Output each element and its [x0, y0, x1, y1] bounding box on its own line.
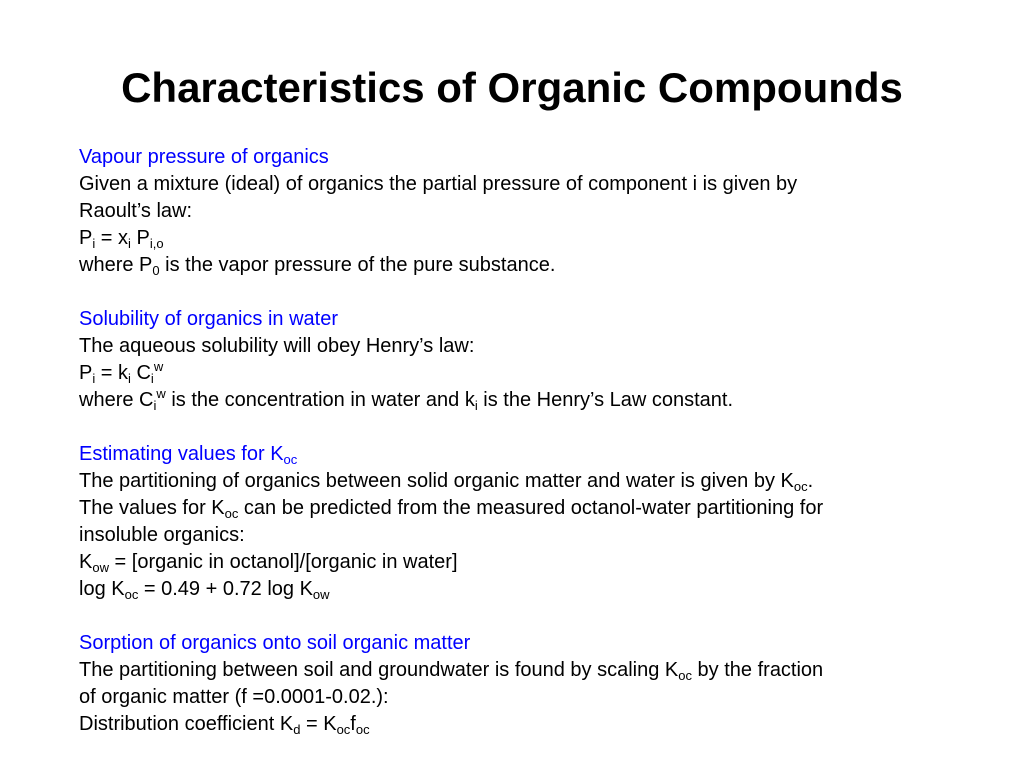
henry-equation: $P_i = k_i$ $C_i^w$ — [79, 359, 164, 386]
body-line: The partitioning between soil and groundwater is found by scaling $K_{oc}$ by the fraction — [79, 659, 824, 683]
koc-equation: $\log K_{oc} = 0.49 + 0.72$ $\log K_{ow}$ — [79, 578, 330, 602]
kd-equation: Distribution coefficient $K_d = K_{oc}f_{oc}$ — [79, 713, 370, 737]
body-line: The values for $K_{oc}$ can be predicted from the measured octanol-water partitioning for — [79, 497, 824, 521]
kow-equation: $K_{ow}$ = [organic in octanol]/[organic in water] — [79, 551, 458, 575]
body-line: of organic matter (f =0.0001-0.02.): — [79, 686, 389, 708]
section-heading-estimating-koc: Estimating values for $K_{oc}$ — [79, 443, 298, 467]
section-heading-sorption: Sorption of organics onto soil organic matter — [79, 632, 471, 654]
body-line: insoluble organics: — [79, 524, 245, 546]
raoult-equation: $P_i = x_i$ $P_{i,o}$ — [79, 227, 164, 251]
section-heading-solubility: Solubility of organics in water — [79, 308, 339, 330]
body-line: where $P_0$ is the vapor pressure of the pure substance. — [79, 254, 556, 278]
section-heading-vapour-pressure: Vapour pressure of organics — [79, 146, 329, 168]
body-line: Raoult’s law: — [79, 200, 193, 222]
body-line: where $C_i^w$ is the concentration in water and $k_i$ is the Henry’s Law constant. — [79, 386, 734, 413]
slide-title: Characteristics of Organic Compounds — [121, 64, 903, 111]
body-line: The partitioning of organics between solid organic matter and water is given by $K_{oc}$. — [79, 470, 814, 494]
body-line: The aqueous solubility will obey Henry’s law: — [79, 335, 475, 357]
body-line: Given a mixture (ideal) of organics the partial pressure of component i is given by — [79, 173, 798, 195]
slide-body — [79, 144, 979, 738]
